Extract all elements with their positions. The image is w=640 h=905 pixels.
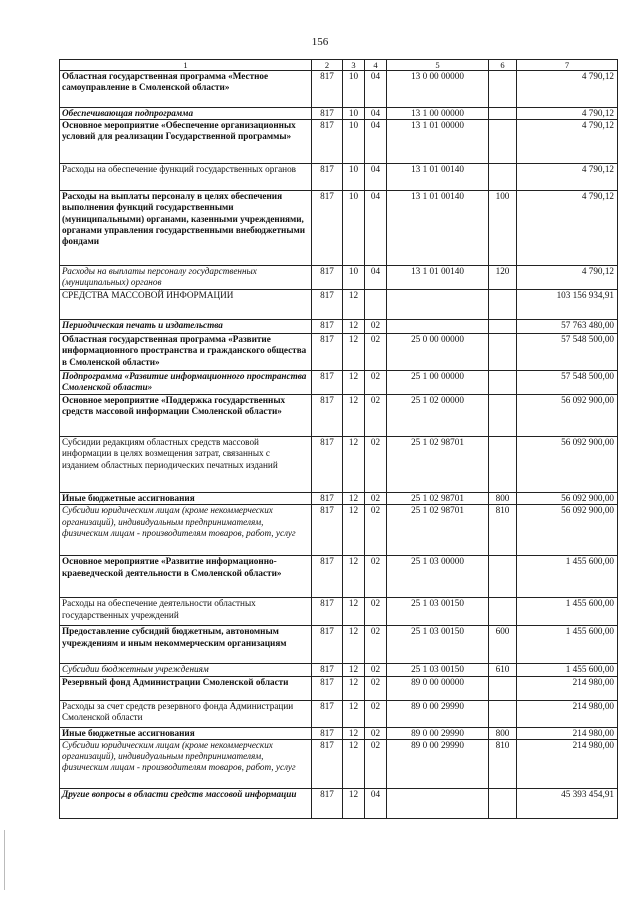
header-cell: 4 bbox=[365, 60, 387, 71]
expense-type-cell bbox=[489, 556, 517, 598]
row-name-cell: Периодическая печать и издательства bbox=[60, 320, 312, 334]
ministry-code-cell: 817 bbox=[312, 788, 343, 818]
subsection-code-cell: 04 bbox=[365, 266, 387, 290]
expense-type-cell bbox=[489, 437, 517, 493]
table-row bbox=[60, 108, 618, 120]
amount-cell: 4 790,12 bbox=[517, 120, 618, 164]
subsection-code-cell: 02 bbox=[365, 700, 387, 727]
section-code-cell: 10 bbox=[343, 120, 365, 164]
row-name-cell: Расходы на обеспечение деятельности областных государственных учреждений bbox=[60, 598, 312, 626]
target-article-cell: 13 1 01 00140 bbox=[387, 164, 489, 191]
target-article-cell: 25 1 02 98701 bbox=[387, 493, 489, 505]
amount-cell: 4 790,12 bbox=[517, 71, 618, 108]
expense-type-cell bbox=[489, 700, 517, 727]
section-code-cell: 12 bbox=[343, 556, 365, 598]
amount-cell: 214 980,00 bbox=[517, 676, 618, 700]
ministry-code-cell: 817 bbox=[312, 395, 343, 437]
expense-type-cell bbox=[489, 320, 517, 334]
table-row bbox=[60, 266, 618, 290]
ministry-code-cell: 817 bbox=[312, 371, 343, 395]
table-row bbox=[60, 191, 618, 266]
row-name-cell: Иные бюджетные ассигнования bbox=[60, 493, 312, 505]
subsection-code-cell bbox=[365, 290, 387, 320]
amount-cell: 57 763 480,00 bbox=[517, 320, 618, 334]
table-row bbox=[60, 727, 618, 739]
page-number: 156 bbox=[311, 36, 329, 48]
section-code-cell: 10 bbox=[343, 108, 365, 120]
ministry-code-cell: 817 bbox=[312, 320, 343, 334]
subsection-code-cell: 04 bbox=[365, 120, 387, 164]
amount-cell: 56 092 900,00 bbox=[517, 505, 618, 556]
expense-type-cell bbox=[489, 395, 517, 437]
section-code-cell: 12 bbox=[343, 676, 365, 700]
amount-cell: 1 455 600,00 bbox=[517, 664, 618, 676]
amount-cell: 214 980,00 bbox=[517, 727, 618, 739]
row-name-cell: Основное мероприятие «Обеспечение организационных условий для реализации Государственной программы» bbox=[60, 120, 312, 164]
amount-cell: 1 455 600,00 bbox=[517, 556, 618, 598]
subsection-code-cell: 02 bbox=[365, 437, 387, 493]
target-article-cell: 89 0 00 29990 bbox=[387, 739, 489, 788]
amount-cell: 4 790,12 bbox=[517, 108, 618, 120]
ministry-code-cell: 817 bbox=[312, 290, 343, 320]
table-row bbox=[60, 626, 618, 664]
target-article-cell: 13 0 00 00000 bbox=[387, 71, 489, 108]
ministry-code-cell: 817 bbox=[312, 120, 343, 164]
table-row bbox=[60, 164, 618, 191]
expense-type-cell: 810 bbox=[489, 739, 517, 788]
table-row bbox=[60, 120, 618, 164]
target-article-cell: 13 1 00 00000 bbox=[387, 108, 489, 120]
amount-cell: 56 092 900,00 bbox=[517, 493, 618, 505]
row-name-cell: Подпрограмма «Развитие информационного пространства Смоленской области» bbox=[60, 371, 312, 395]
target-article-cell bbox=[387, 290, 489, 320]
ministry-code-cell: 817 bbox=[312, 437, 343, 493]
ministry-code-cell: 817 bbox=[312, 664, 343, 676]
section-code-cell: 12 bbox=[343, 334, 365, 371]
ministry-code-cell: 817 bbox=[312, 676, 343, 700]
subsection-code-cell: 04 bbox=[365, 788, 387, 818]
header-cell: 3 bbox=[343, 60, 365, 71]
amount-cell: 4 790,12 bbox=[517, 266, 618, 290]
expense-type-cell bbox=[489, 598, 517, 626]
subsection-code-cell: 02 bbox=[365, 676, 387, 700]
row-name-cell: Субсидии юридическим лицам (кроме некоммерческих организаций), индивидуальным предпринимателям, физическим лицам - производителям товаров, работ, услуг bbox=[60, 505, 312, 556]
subsection-code-cell: 02 bbox=[365, 727, 387, 739]
table-row bbox=[60, 700, 618, 727]
expense-type-cell bbox=[489, 108, 517, 120]
subsection-code-cell: 04 bbox=[365, 164, 387, 191]
subsection-code-cell: 02 bbox=[365, 320, 387, 334]
row-name-cell: Субсидии юридическим лицам (кроме некоммерческих организаций), индивидуальным предпринимателям, физическим лицам - производителям товаров, работ, услуг bbox=[60, 739, 312, 788]
section-code-cell: 12 bbox=[343, 727, 365, 739]
header-cell: 2 bbox=[312, 60, 343, 71]
section-code-cell: 12 bbox=[343, 320, 365, 334]
section-code-cell: 12 bbox=[343, 626, 365, 664]
target-article-cell bbox=[387, 320, 489, 334]
ministry-code-cell: 817 bbox=[312, 108, 343, 120]
expense-type-cell bbox=[489, 371, 517, 395]
header-cell: 5 bbox=[387, 60, 489, 71]
amount-cell: 214 980,00 bbox=[517, 700, 618, 727]
row-name-cell: Субсидии бюджетным учреждениям bbox=[60, 664, 312, 676]
header-cell: 1 bbox=[60, 60, 312, 71]
ministry-code-cell: 817 bbox=[312, 164, 343, 191]
subsection-code-cell: 02 bbox=[365, 626, 387, 664]
amount-cell: 1 455 600,00 bbox=[517, 598, 618, 626]
subsection-code-cell: 02 bbox=[365, 334, 387, 371]
section-code-cell: 10 bbox=[343, 71, 365, 108]
table-row bbox=[60, 334, 618, 371]
target-article-cell: 25 1 03 00000 bbox=[387, 556, 489, 598]
expense-type-cell bbox=[489, 290, 517, 320]
table-row bbox=[60, 395, 618, 437]
expense-type-cell bbox=[489, 676, 517, 700]
ministry-code-cell: 817 bbox=[312, 505, 343, 556]
subsection-code-cell: 02 bbox=[365, 664, 387, 676]
ministry-code-cell: 817 bbox=[312, 626, 343, 664]
row-name-cell: Областная государственная программа «Развитие информационного пространства и гражданского общества в Смоленской области» bbox=[60, 334, 312, 371]
table-row bbox=[60, 437, 618, 493]
ministry-code-cell: 817 bbox=[312, 266, 343, 290]
section-code-cell: 12 bbox=[343, 598, 365, 626]
expense-type-cell bbox=[489, 164, 517, 191]
amount-cell: 57 548 500,00 bbox=[517, 371, 618, 395]
target-article-cell: 25 1 02 98701 bbox=[387, 437, 489, 493]
ministry-code-cell: 817 bbox=[312, 700, 343, 727]
section-code-cell: 10 bbox=[343, 164, 365, 191]
table-row bbox=[60, 71, 618, 108]
subsection-code-cell: 04 bbox=[365, 71, 387, 108]
amount-cell: 1 455 600,00 bbox=[517, 626, 618, 664]
row-name-cell: Расходы на обеспечение функций государственных органов bbox=[60, 164, 312, 191]
target-article-cell: 13 1 01 00140 bbox=[387, 266, 489, 290]
section-code-cell: 12 bbox=[343, 739, 365, 788]
amount-cell: 56 092 900,00 bbox=[517, 437, 618, 493]
section-code-cell: 12 bbox=[343, 700, 365, 727]
subsection-code-cell: 02 bbox=[365, 395, 387, 437]
row-name-cell: Субсидии редакциям областных средств массовой информации в целях возмещения затрат, связанных с изданием областных периодических печатных изданий bbox=[60, 437, 312, 493]
section-code-cell: 12 bbox=[343, 664, 365, 676]
amount-cell: 103 156 934,91 bbox=[517, 290, 618, 320]
row-name-cell: Основное мероприятие «Поддержка государственных средств массовой информации Смоленской области» bbox=[60, 395, 312, 437]
expense-type-cell bbox=[489, 334, 517, 371]
subsection-code-cell: 02 bbox=[365, 493, 387, 505]
row-name-cell: Обеспечивающая подпрограмма bbox=[60, 108, 312, 120]
expense-type-cell bbox=[489, 788, 517, 818]
subsection-code-cell: 04 bbox=[365, 191, 387, 266]
subsection-code-cell: 02 bbox=[365, 556, 387, 598]
target-article-cell: 89 0 00 29990 bbox=[387, 727, 489, 739]
row-name-cell: Резервный фонд Администрации Смоленской области bbox=[60, 676, 312, 700]
section-code-cell: 12 bbox=[343, 437, 365, 493]
table-row bbox=[60, 371, 618, 395]
amount-cell: 214 980,00 bbox=[517, 739, 618, 788]
row-name-cell: Другие вопросы в области средств массовой информации bbox=[60, 788, 312, 818]
target-article-cell: 89 0 00 29990 bbox=[387, 700, 489, 727]
amount-cell: 4 790,12 bbox=[517, 191, 618, 266]
target-article-cell: 25 1 03 00150 bbox=[387, 598, 489, 626]
table-row bbox=[60, 505, 618, 556]
ministry-code-cell: 817 bbox=[312, 739, 343, 788]
row-name-cell: Основное мероприятие «Развитие информационно-краеведческой деятельности в Смоленской области» bbox=[60, 556, 312, 598]
ministry-code-cell: 817 bbox=[312, 71, 343, 108]
ministry-code-cell: 817 bbox=[312, 493, 343, 505]
expense-type-cell: 120 bbox=[489, 266, 517, 290]
subsection-code-cell: 02 bbox=[365, 371, 387, 395]
amount-cell: 57 548 500,00 bbox=[517, 334, 618, 371]
budget-table bbox=[59, 59, 618, 819]
header-cell: 7 bbox=[517, 60, 618, 71]
target-article-cell bbox=[387, 788, 489, 818]
target-article-cell: 25 1 03 00150 bbox=[387, 626, 489, 664]
section-code-cell: 12 bbox=[343, 788, 365, 818]
table-row bbox=[60, 739, 618, 788]
amount-cell: 45 393 454,91 bbox=[517, 788, 618, 818]
ministry-code-cell: 817 bbox=[312, 727, 343, 739]
table-row bbox=[60, 598, 618, 626]
expense-type-cell: 810 bbox=[489, 505, 517, 556]
header-cell: 6 bbox=[489, 60, 517, 71]
expense-type-cell: 610 bbox=[489, 664, 517, 676]
subsection-code-cell: 02 bbox=[365, 739, 387, 788]
table-row bbox=[60, 676, 618, 700]
expense-type-cell: 100 bbox=[489, 191, 517, 266]
amount-cell: 4 790,12 bbox=[517, 164, 618, 191]
section-code-cell: 12 bbox=[343, 371, 365, 395]
section-code-cell: 10 bbox=[343, 191, 365, 266]
target-article-cell: 25 1 02 00000 bbox=[387, 395, 489, 437]
section-code-cell: 12 bbox=[343, 493, 365, 505]
row-name-cell: Расходы на выплаты персоналу в целях обеспечения выполнения функций государственными (муниципальными) органами, казенными учреждениями, органами управления государственными внебюджетными фондами bbox=[60, 191, 312, 266]
section-code-cell: 12 bbox=[343, 395, 365, 437]
target-article-cell: 89 0 00 00000 bbox=[387, 676, 489, 700]
target-article-cell: 13 1 01 00000 bbox=[387, 120, 489, 164]
expense-type-cell: 800 bbox=[489, 493, 517, 505]
section-code-cell: 12 bbox=[343, 290, 365, 320]
expense-type-cell: 600 bbox=[489, 626, 517, 664]
section-code-cell: 12 bbox=[343, 505, 365, 556]
target-article-cell: 25 1 03 00150 bbox=[387, 664, 489, 676]
subsection-code-cell: 04 bbox=[365, 108, 387, 120]
scan-edge-mark bbox=[4, 830, 5, 890]
expense-type-cell: 800 bbox=[489, 727, 517, 739]
target-article-cell: 25 1 02 98701 bbox=[387, 505, 489, 556]
ministry-code-cell: 817 bbox=[312, 334, 343, 371]
expense-type-cell bbox=[489, 71, 517, 108]
row-name-cell: Расходы на выплаты персоналу государственных (муниципальных) органов bbox=[60, 266, 312, 290]
target-article-cell: 13 1 01 00140 bbox=[387, 191, 489, 266]
subsection-code-cell: 02 bbox=[365, 598, 387, 626]
table-row bbox=[60, 290, 618, 320]
target-article-cell: 25 0 00 00000 bbox=[387, 334, 489, 371]
ministry-code-cell: 817 bbox=[312, 556, 343, 598]
target-article-cell: 25 1 00 00000 bbox=[387, 371, 489, 395]
ministry-code-cell: 817 bbox=[312, 191, 343, 266]
section-code-cell: 10 bbox=[343, 266, 365, 290]
expense-type-cell bbox=[489, 120, 517, 164]
row-name-cell: Расходы за счет средств резервного фонда Администрации Смоленской области bbox=[60, 700, 312, 727]
subsection-code-cell: 02 bbox=[365, 505, 387, 556]
ministry-code-cell: 817 bbox=[312, 598, 343, 626]
amount-cell: 56 092 900,00 bbox=[517, 395, 618, 437]
table-row bbox=[60, 320, 618, 334]
table-row bbox=[60, 664, 618, 676]
table-row bbox=[60, 556, 618, 598]
table-row bbox=[60, 493, 618, 505]
header-row bbox=[60, 60, 618, 71]
row-name-cell: Иные бюджетные ассигнования bbox=[60, 727, 312, 739]
row-name-cell: СРЕДСТВА МАССОВОЙ ИНФОРМАЦИИ bbox=[60, 290, 312, 320]
row-name-cell: Предоставление субсидий бюджетным, автономным учреждениям и иным некоммерческим организациям bbox=[60, 626, 312, 664]
table-row bbox=[60, 788, 618, 818]
row-name-cell: Областная государственная программа «Местное самоуправление в Смоленской области» bbox=[60, 71, 312, 108]
